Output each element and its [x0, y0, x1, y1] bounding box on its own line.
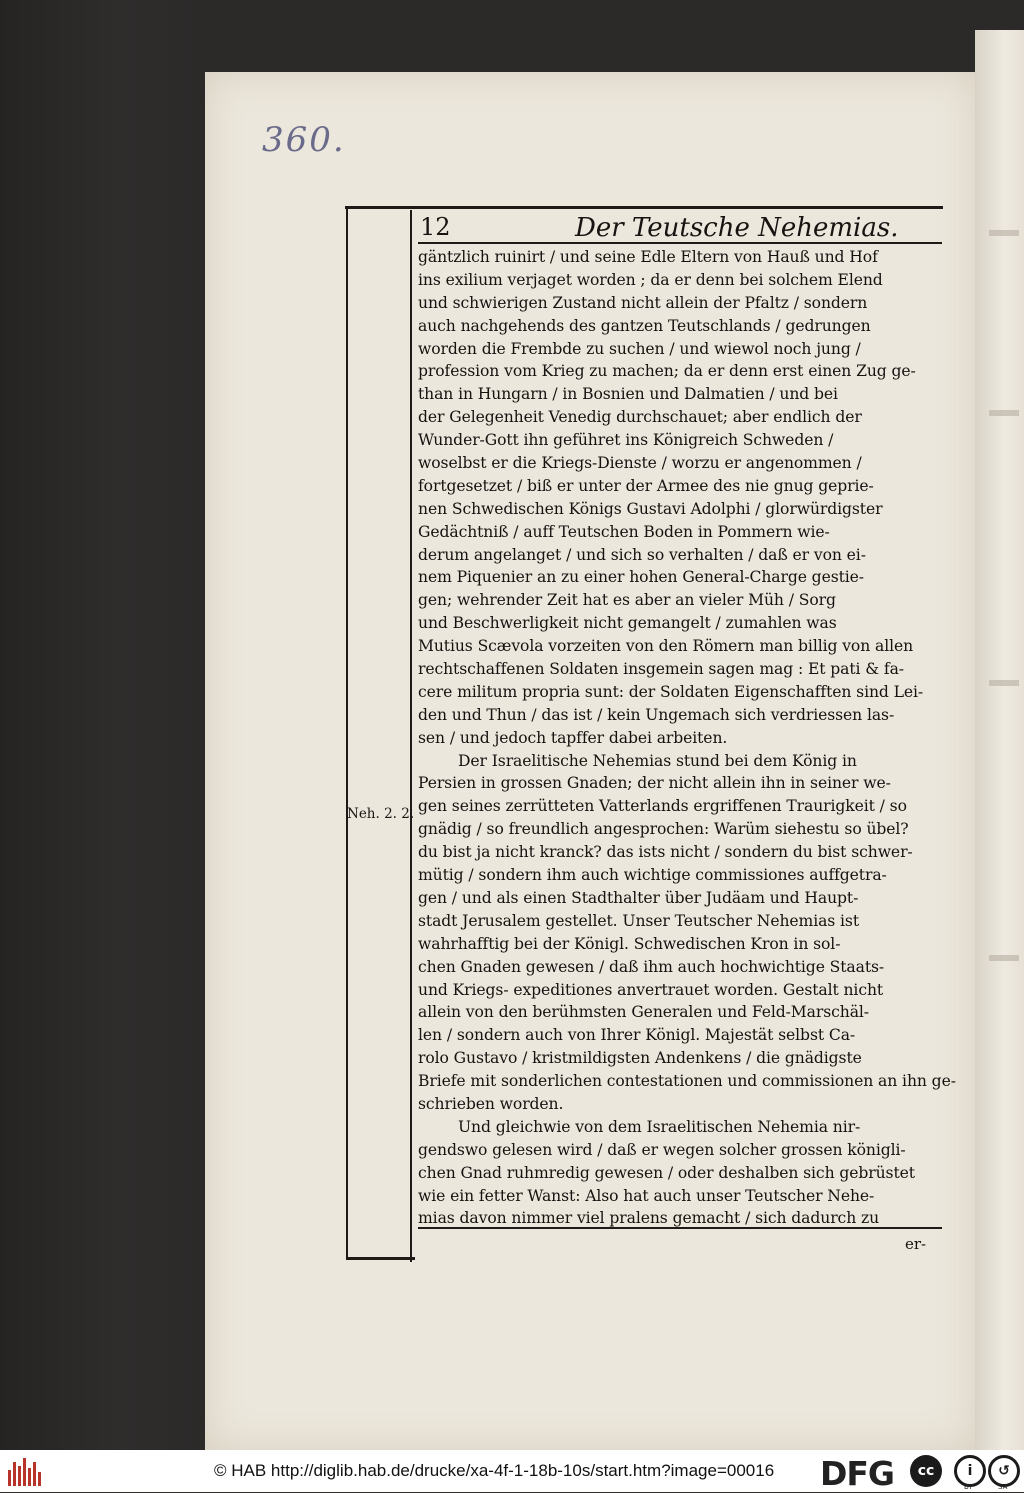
text-line: woselbst er die Kriegs-Dienste / worzu er angenommen /	[418, 454, 862, 473]
text-line: gen / und als einen Stadthalter über Judäam und Haupt-	[418, 888, 859, 907]
text-line: than in Hungarn / in Bosnien und Dalmatien / und bei	[418, 385, 838, 404]
text-line: gen seines zerrütteten Vatterlands ergriffenen Traurigkeit / so	[418, 797, 907, 816]
text-line: Der Israelitische Nehemias stund bei dem König in	[458, 751, 857, 770]
text-line: und Beschwerligkeit nicht gemangelt / zumahlen was	[418, 614, 837, 633]
text-line: du bist ja nicht kranck? das ists nicht / sondern du bist schwer-	[418, 843, 913, 862]
running-head: Der Teutsche Nehemias.	[575, 213, 899, 243]
frame-rule-left	[346, 206, 348, 1258]
text-line: mütig / sondern ihm auch wichtige commissiones auffgetra-	[418, 866, 887, 885]
by-icon[interactable]: i	[954, 1455, 986, 1487]
text-line: schrieben worden.	[418, 1094, 564, 1113]
text-line: profession vom Krieg zu machen; da er denn erst einen Zug ge-	[418, 362, 916, 381]
text-line: len / sondern auch von Ihrer Königl. Majestät selbst Ca-	[418, 1026, 856, 1045]
text-line: nem Piquenier an zu einer hohen General-Charge gestie-	[418, 568, 864, 587]
margin-note: Neh. 2. 2.	[347, 806, 415, 822]
text-line: und schwierigen Zustand nicht allein der Pfaltz / sondern	[418, 293, 868, 312]
text-line: rechtschaffenen Soldaten insgemein sagen mag : Et pati & fa-	[418, 660, 904, 679]
text-line: der Gelegenheit Venedig durchschauet; aber endlich der	[418, 408, 862, 427]
text-line: cere militum propria sunt: der Soldaten Eigenschafften sind Lei-	[418, 682, 924, 701]
page-number: 12	[420, 213, 451, 241]
text-line: Briefe mit sonderlichen contestationen und commissionen an ihn ge-	[418, 1072, 956, 1091]
text-line: Und gleichwie von dem Israelitischen Nehemia nir-	[458, 1117, 861, 1136]
text-line: ins exilium verjaget worden ; da er denn bei solchem Elend	[418, 270, 883, 289]
catchword: er-	[905, 1235, 927, 1253]
text-line: derum angelanget / und sich so verhalten / daß er von ei-	[418, 545, 866, 564]
viewer-footer	[0, 1450, 1024, 1492]
handwritten-folio-number: 360.	[262, 120, 346, 160]
hab-library-logo-icon	[8, 1458, 44, 1486]
next-page-edge	[975, 30, 1024, 1450]
text-line: nen Schwedischen Königs Gustavi Adolphi / glorwürdigster	[418, 499, 883, 518]
text-line: Wunder-Gott ihn geführet ins Königreich Schweden /	[418, 431, 834, 450]
by-label: BY	[964, 1483, 973, 1491]
text-line: gäntzlich ruinirt / und seine Edle Eltern von Hauß und Hof	[418, 248, 878, 266]
text-line: worden die Frembde zu suchen / und wiewol noch jung /	[418, 339, 861, 358]
frame-rule-bottom	[346, 1257, 415, 1260]
text-line: gendswo gelesen wird / daß er wegen solcher grossen königli-	[418, 1140, 906, 1159]
body-text	[418, 246, 956, 1230]
text-line: mias davon nimmer viel pralens gemacht / sich dadurch zu	[418, 1209, 880, 1228]
copyright-link[interactable]: © HAB http://diglib.hab.de/drucke/xa-4f-1-18b-10s/start.htm?image=00016	[214, 1461, 775, 1480]
frame-rule-top	[345, 206, 943, 209]
text-line: wahrhafftig bei der Königl. Schwedischen Kron in sol-	[418, 934, 841, 953]
sa-label: SA	[998, 1483, 1008, 1491]
sa-icon[interactable]: ↺	[988, 1455, 1020, 1487]
text-line: Mutius Scævola vorzeiten von den Römern man billig von allen	[418, 637, 914, 656]
text-line: chen Gnad ruhmredig gewesen / oder deshalben sich gebrüstet	[418, 1163, 915, 1182]
cc-icon[interactable]: cc	[910, 1455, 942, 1487]
text-line: sen / und jedoch tapffer dabei arbeiten.	[418, 728, 728, 747]
text-line: gen; wehrender Zeit hat es aber an vieler Müh / Sorg	[418, 591, 836, 610]
text-line: wie ein fetter Wanst: Also hat auch unser Teutscher Nehe-	[418, 1186, 875, 1205]
text-line: und Kriegs- expeditiones anvertrauet worden. Gestalt nicht	[418, 980, 884, 999]
dfg-logo: DFG	[820, 1454, 895, 1493]
text-line: allein von den berühmsten Generalen und Feld-Marschäl-	[418, 1003, 869, 1022]
text-line: stadt Jerusalem gestellet. Unser Teutscher Nehemias ist	[418, 911, 860, 930]
text-line: fortgesetzet / biß er unter der Armee des nie gnug geprie-	[418, 476, 874, 495]
text-line: Gedächtniß / auff Teutschen Boden in Pommern wie-	[418, 522, 830, 541]
text-line: auch nachgehends des gantzen Teutschlands / gedrungen	[418, 316, 871, 335]
text-line: chen Gnaden gewesen / daß ihm auch hochwichtige Staats-	[418, 957, 885, 976]
text-line: rolo Gustavo / kristmildigsten Andenkens / die gnädigste	[418, 1049, 862, 1068]
text-line: gnädig / so freundlich angesprochen: Warüm siehestu so übel?	[418, 820, 909, 839]
text-line: den und Thun / das ist / kein Ungemach sich verdriessen las-	[418, 705, 895, 724]
text-line: Persien in grossen Gnaden; der nicht allein ihn in seiner we-	[418, 774, 891, 793]
margin-rule	[410, 210, 412, 1262]
